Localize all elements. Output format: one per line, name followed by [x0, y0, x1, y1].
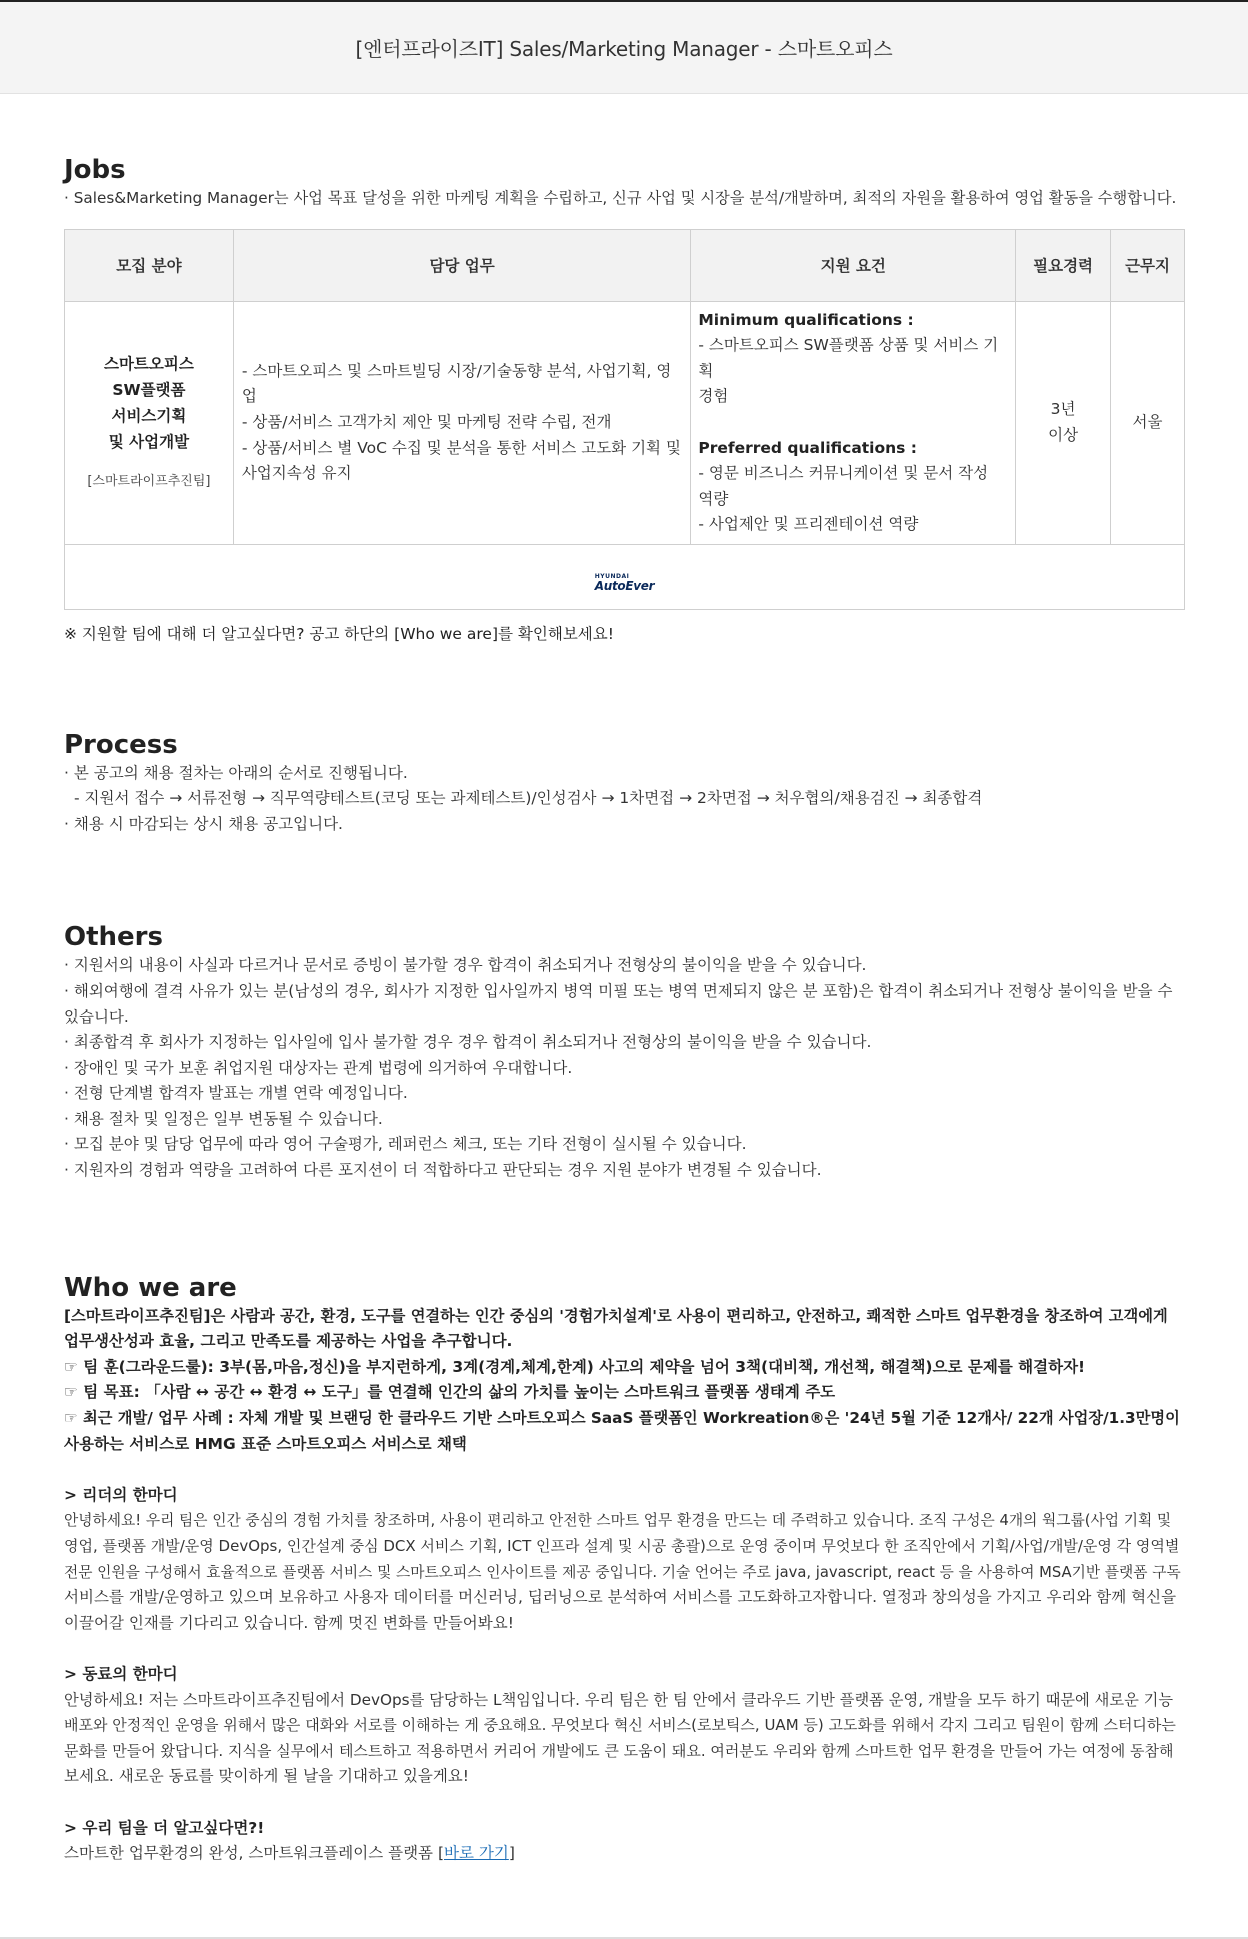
jobs-intro: · Sales&Marketing Manager는 사업 목표 달성을 위한 마케팅 계획을 수립하고, 신규 사업 및 시장을 분석/개발하며, 최적의 자원을 활용하여 영업 활동을 수행합니다.: [64, 189, 1177, 207]
duties-cell: [233, 301, 691, 544]
colleague-message-line: 배포와 안정적인 운영을 위해서 많은 대화와 서로를 이해하는 게 중요해요. 무엇보다 혁신 서비스(로보틱스, UAM 등) 고도화를 위해서 각지 그리고 팀원이 함께 스터디하는: [64, 1716, 1176, 1735]
more-line: [64, 1841, 1184, 1867]
recent-case: ☞ 최근 개발/ 업무 사례 : 자체 개발 및 브랜딩 한 클라우드 기반 스마트오피스 SaaS 플랫폼인 Workreation®은 '24년 5월 기준 12개사/ 22개 사업장/1.3만명이: [64, 1409, 1180, 1428]
who-we-are-section: [64, 1272, 1184, 1867]
requirement-line: - 영문 비즈니스 커뮤니케이션 및 문서 작성: [698, 464, 989, 483]
logo-row: [65, 544, 1185, 609]
requirement-line: 경험: [698, 387, 729, 406]
requirement-line: - 스마트오피스 SW플랫폼 상품 및 서비스 기획: [698, 336, 999, 380]
more-text: 스마트한 업무환경의 완성, 스마트워크플레이스 플랫폼 [: [64, 1844, 444, 1863]
header-experience: 필요경력: [1016, 229, 1111, 301]
team-intro-line: [스마트라이프추진팀]은 사람과 공간, 환경, 도구를 연결하는 인간 중심의 '경험가치설계'로 사용이 편리하고, 안전하고, 쾌적한 스마트 업무환경을 창조하여 고객에게: [64, 1306, 1168, 1325]
recent-case: 사용하는 서비스로 HMG 표준 스마트오피스 서비스로 채택: [64, 1434, 467, 1453]
duty-line: - 스마트오피스 및 스마트빌딩 시장/기술동향 분석, 사업기획, 영업: [241, 361, 672, 406]
header-requirements: 지원 요건: [691, 229, 1016, 301]
field-name-line: 서비스기획: [111, 406, 187, 425]
logo-brand-top: HYUNDAI: [594, 573, 630, 581]
page-title: [엔터프라이즈IT] Sales/Marketing Manager - 스마트오피스: [355, 37, 893, 61]
colleague-title: > 동료의 한마디: [64, 1664, 178, 1683]
requirement-line: 역량: [698, 489, 729, 508]
field-name-line: SW플랫폼: [112, 380, 186, 399]
others-section: [64, 921, 1184, 1183]
min-qualifications-title: Minimum qualifications :: [698, 310, 914, 329]
others-item: · 모집 분야 및 담당 업무에 따라 영어 구술평가, 레퍼런스 체크, 또는 기타 전형이 실시될 수 있습니다.: [64, 1135, 747, 1154]
logo-brand-bottom: AutoEver: [594, 579, 655, 594]
colleague-message-line: 문화를 만들어 왔답니다. 지식을 실무에서 테스트하고 적용하면서 커리어 개발에도 큰 도움이 돼요. 여러분도 우리와 함께 스마트한 업무 환경을 만들어 가는 여정에 동참해: [64, 1741, 1174, 1760]
experience-cell: [1016, 301, 1111, 544]
who-heading: Who we are: [64, 1272, 237, 1303]
others-heading: Others: [64, 922, 163, 953]
location-cell: 서울: [1111, 301, 1185, 544]
leader-message-line: 안녕하세요! 우리 팀은 인간 중심의 경험 가치를 창조하며, 사용이 편리하고 안전한 스마트 업무 환경을 만드는 데 주력하고 있습니다. 조직 구성은 4개의 웍그룹(사업 기획 및: [64, 1512, 1172, 1530]
header-duties: 담당 업무: [233, 229, 691, 301]
duty-line: 사업지속성 유지: [241, 464, 352, 483]
others-item: · 지원자의 경험과 역량을 고려하여 다른 포지션이 더 적합하다고 판단되는 경우 지원 분야가 변경될 수 있습니다.: [64, 1161, 822, 1180]
jobs-table: [64, 229, 1185, 610]
field-cell: [65, 301, 234, 544]
process-line: · 채용 시 마감되는 상시 채용 공고입니다.: [64, 814, 343, 833]
posting-content: [0, 154, 1248, 1867]
requirement-line: - 사업제안 및 프리젠테이션 역량: [698, 515, 919, 534]
team-name: [스마트라이프추진팀]: [87, 473, 211, 489]
others-item: · 전형 단계별 합격자 발표는 개별 연락 예정입니다.: [64, 1084, 408, 1103]
leader-title: > 리더의 한마디: [64, 1485, 178, 1504]
experience-years: 3년: [1050, 400, 1076, 419]
jobs-heading: Jobs: [64, 155, 126, 185]
jobs-section: [64, 154, 1184, 648]
title-bar: [0, 2, 1248, 94]
requirements-cell: [691, 301, 1016, 544]
shortcut-link[interactable]: 바로 가기: [444, 1844, 509, 1863]
field-name-line: 및 사업개발: [108, 432, 190, 451]
others-item: · 지원서의 내용이 사실과 다르거나 문서로 증빙이 불가할 경우 합격이 취소되거나 전형상의 불이익을 받을 수 있습니다.: [64, 956, 867, 975]
more-close: ]: [508, 1844, 515, 1863]
team-goal: ☞ 팀 목표: 「사람 ↔ 공간 ↔ 환경 ↔ 도구」를 연결해 인간의 삶의 가치를 높이는 스마트워크 플랫폼 생태계 주도: [64, 1383, 836, 1402]
others-item: · 해외여행에 결격 사유가 있는 분(남성의 경우, 회사가 지정한 입사일까지 병역 미필 또는 병역 면제되지 않은 분 포함)은 합격이 취소되거나 전형상 불이익을 받을 수: [64, 981, 1173, 1000]
more-title: > 우리 팀을 더 알고싶다면?!: [64, 1818, 265, 1837]
pref-qualifications-title: Preferred qualifications :: [698, 438, 918, 457]
others-item: · 최종합격 후 회사가 지정하는 입사일에 입사 불가할 경우 경우 합격이 취소되거나 전형상의 불이익을 받을 수 있습니다.: [64, 1033, 872, 1052]
process-line: · 본 공고의 채용 절차는 아래의 순서로 진행됩니다.: [64, 763, 408, 782]
colleague-message-line: 보세요. 새로운 동료를 맞이하게 될 날을 기대하고 있을게요!: [64, 1767, 469, 1786]
process-steps: - 지원서 접수 → 서류전형 → 직무역량테스트(코딩 또는 과제테스트)/인성검사 → 1차면접 → 2차면접 → 처우협의/채용검진 → 최종합격: [74, 789, 983, 808]
process-section: [64, 729, 1184, 838]
header-field: 모집 분야: [65, 229, 234, 301]
team-ground-rule: ☞ 팀 훈(그라운드룰): 3부(몸,마음,정신)을 부지런하게, 3계(경계,체계,한계) 사고의 제약을 넘어 3책(대비책, 개선책, 해결책)으로 문제를 해결하자!: [64, 1357, 1086, 1376]
logo-cell: [65, 544, 1185, 609]
others-item: · 채용 절차 및 일정은 일부 변동될 수 있습니다.: [64, 1109, 383, 1128]
leader-message-line: 서비스를 개발/운영하고 있으며 보유하고 사용자 데이터를 머신러닝, 딥러닝으로 분석하여 서비스를 고도화하고자합니다. 열정과 창의성을 가지고 우리와 함께 혁신을: [64, 1588, 1177, 1607]
team-intro-line: 업무생산성과 효율, 그리고 만족도를 제공하는 사업을 추구합니다.: [64, 1332, 513, 1351]
jobs-table-header-row: [65, 229, 1185, 301]
duty-line: - 상품/서비스 별 VoC 수집 및 분석을 통한 서비스 고도화 기획 및: [241, 438, 681, 457]
experience-qualifier: 이상: [1048, 425, 1079, 444]
process-heading: Process: [64, 729, 178, 760]
duty-line: - 상품/서비스 고객가치 제안 및 마케팅 전략 수립, 전개: [241, 412, 612, 431]
team-info-note: ※ 지원할 팀에 대해 더 알고싶다면? 공고 하단의 [Who we are]를 확인해보세요!: [64, 624, 614, 643]
others-item: 있습니다.: [64, 1007, 129, 1026]
table-row: [65, 301, 1185, 544]
field-name-line: 스마트오피스: [103, 354, 194, 373]
leader-message-line: 전문 인원을 구성해서 효율적으로 플랫폼 서비스 및 스마트오피스 인사이트를 제공 중입니다. 기술 언어는 주로 java, javascript, react 등 을 사용하여 MSA기반 플랫폼 구독: [64, 1563, 1181, 1581]
leader-message-line: 이끌어갈 인재를 기다리고 있습니다. 함께 멋진 변화를 만들어봐요!: [64, 1613, 514, 1632]
colleague-message-line: 안녕하세요! 저는 스마트라이프추진팀에서 DevOps를 담당하는 L책임입니다. 우리 팀은 한 팀 안에서 클라우드 기반 플랫폼 운영, 개발을 모두 하기 때문에 새로운 기능: [64, 1690, 1174, 1709]
others-item: · 장애인 및 국가 보훈 취업지원 대상자는 관계 법령에 의거하여 우대합니다.: [64, 1058, 573, 1077]
header-location: 근무지: [1111, 229, 1185, 301]
leader-message-line: 영업, 플랫폼 개발/운영 DevOps, 인간설계 중심 DCX 서비스 기획, ICT 인프라 설계 및 시공 총괄)으로 운영 중이며 무엇보다 한 조직안에서 기획/사업/개발/운영 각 영역별: [64, 1537, 1180, 1555]
hyundai-autoever-logo: [595, 574, 655, 592]
